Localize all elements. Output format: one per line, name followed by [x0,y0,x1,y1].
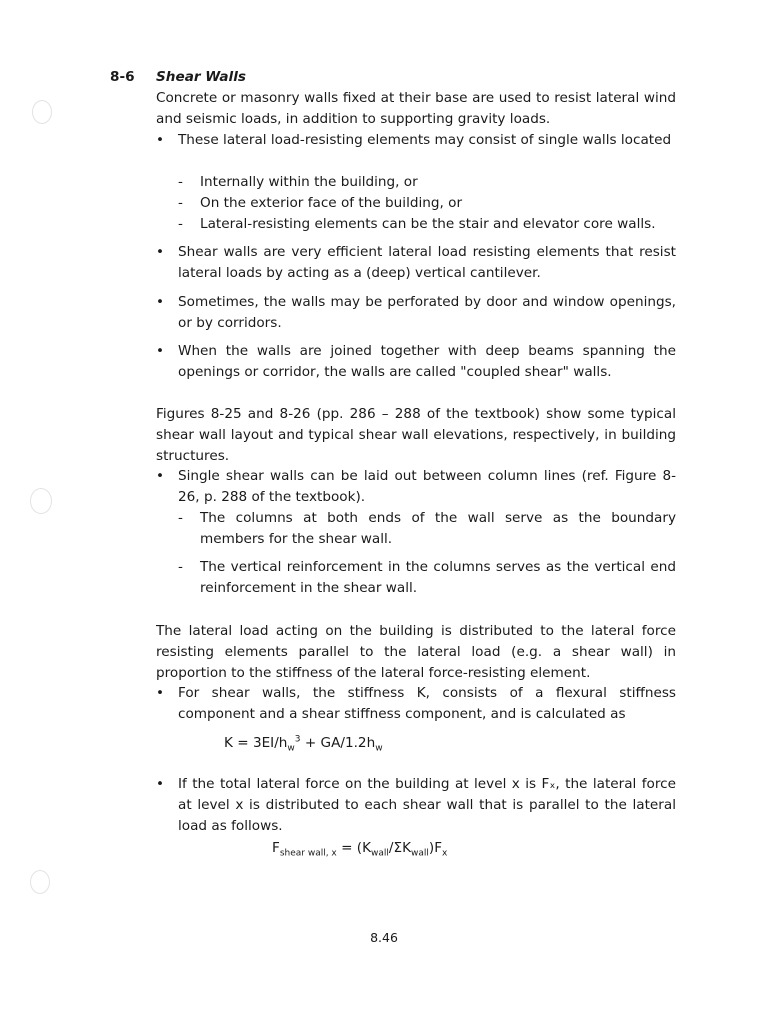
bullet-text: Sometimes, the walls may be perforated by door and window openings, or by corridors. [178,294,676,331]
bullet-item [156,130,676,151]
bullet-text: For shear walls, the stiffness K, consists of a flexural stiffness component and a shear stiffness component, and is calculated as [178,685,676,722]
page-number: 8.46 [370,930,398,945]
sub-item-text: Lateral-resisting elements can be the stair and elevator core walls. [200,216,656,232]
dash-marker: - [178,559,183,575]
bullet-text: These lateral load-resisting elements may consist of single walls located [178,132,672,148]
sub-item-text: Internally within the building, or [200,174,418,190]
sub-item-text: The columns at both ends of the wall serve as the boundary members for the shear wall. [200,510,676,547]
bullet-item [156,341,676,383]
bullet-marker: • [156,244,165,260]
formula-subscript: w [375,743,383,754]
bullet-text: If the total lateral force on the building at level x is Fₓ, the lateral force at level x is distributed to each shear wall that is parallel to the lateral load as follows. [178,776,676,834]
sub-item-text: The vertical reinforcement in the columns serves as the vertical end reinforcement in the shear wall. [200,559,676,596]
formula-text: + GA/1.2h [300,735,376,751]
bullet-marker: • [156,685,165,701]
bullet-marker: • [156,468,165,484]
intro-paragraph: Concrete or masonry walls fixed at their base are used to resist lateral wind and seismic loads, in addition to supporting gravity loads. [156,90,676,127]
dash-marker: - [178,174,183,190]
formula-superscript: 3 [294,734,301,745]
bullet-marker: • [156,132,165,148]
sub-item [178,193,676,214]
stiffness-formula [224,733,383,754]
scan-smudge [30,488,52,514]
formula-subscript: wall [411,848,429,859]
sub-item [178,214,676,235]
bullet-item [156,683,676,725]
dash-marker: - [178,510,183,526]
bullet-item [156,242,676,284]
formula-subscript: wall [371,848,389,859]
sub-item [178,557,676,599]
sub-item [178,508,676,550]
sub-item-text: On the exterior face of the building, or [200,195,463,211]
formula-text: /ΣK [388,840,411,856]
formula-subscript: x [442,848,448,859]
formula-text: K = 3EI/h [224,735,288,751]
bullet-marker: • [156,343,165,359]
distribution-formula [272,838,447,859]
bullet-item [156,774,676,837]
section-number: 8-6 [110,69,135,85]
bullet-item [156,292,676,334]
dash-marker: - [178,216,183,232]
bullet-marker: • [156,294,165,310]
figures-paragraph: Figures 8-25 and 8-26 (pp. 286 – 288 of the textbook) show some typical shear wall layout and typical shear wall elevations, respectively, in building structures. [156,406,676,464]
bullet-item [156,466,676,508]
bullet-text: Single shear walls can be laid out between column lines (ref. Figure 8-26, p. 288 of the textbook). [178,468,676,505]
bullet-text: Shear walls are very efficient lateral load resisting elements that resist lateral loads by acting as a (deep) vertical cantilever. [178,244,676,281]
formula-text: )F [428,840,443,856]
formula-subscript: w [287,743,295,754]
formula-text: = (K [336,840,372,856]
sub-item [178,172,676,193]
bullet-marker: • [156,776,165,792]
section-heading [110,67,246,88]
bullet-text: When the walls are joined together with deep beams spanning the openings or corridor, the walls are called "coupled shear" walls. [178,343,676,380]
load-paragraph: The lateral load acting on the building is distributed to the lateral force resisting elements parallel to the lateral load (e.g. a shear wall) in proportion to the stiffness of the lateral force-resisting element. [156,623,676,681]
formula-text: F [272,840,280,856]
scan-smudge [30,870,50,894]
dash-marker: - [178,195,183,211]
section-title: Shear Walls [156,69,246,85]
scan-smudge [32,100,52,124]
formula-subscript: shear wall, x [279,848,337,859]
